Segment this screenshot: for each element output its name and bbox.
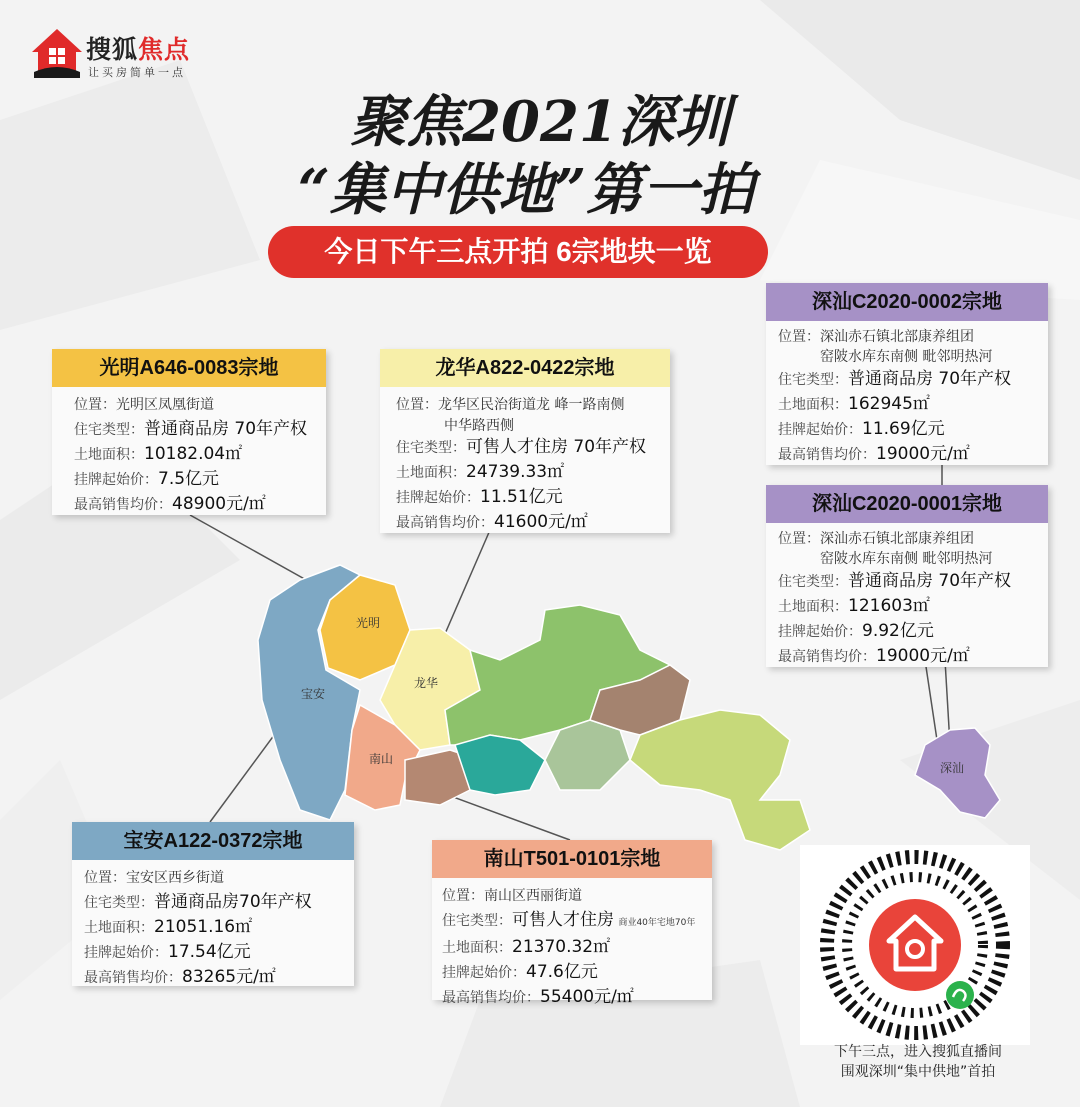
card-shanshan-0002: 深汕C2020-0002宗地 位置：深汕赤石镇北部康养组团 窑陂水库东南侧 毗邻明热河 住宅类型：普通商品房 70年产权 土地面积：162945㎡ 挂牌起始价：11.69亿元 最高销售均价：19000元/㎡ <box>766 283 1048 465</box>
map-label-guangming: 光明 <box>355 616 381 630</box>
card-price: 7.5亿元 <box>158 469 220 489</box>
card-nanshan: 南山T501-0101宗地 位置：南山区西丽街道 住宅类型：可售人才住房 商业40年宅地70年 土地面积：21370.32㎡ 挂牌起始价：47.6亿元 最高销售均价：55400元/㎡ <box>432 840 712 1000</box>
qr-caption: 下午三点，进入搜狐直播间 围观深圳“集中供地”首拍 <box>834 1044 1002 1080</box>
card-guangming: 光明A646-0083宗地 位置：光明区凤凰街道 住宅类型：普通商品房 70年产权 土地面积：10182.04㎡ 挂牌起始价：7.5亿元 最高销售均价：48900元/㎡ <box>52 349 326 515</box>
map-label-nanshan: 南山 <box>368 752 394 766</box>
card-location-line2: 窑陂水库东南侧 毗邻明热河 <box>820 551 993 567</box>
card-type-note: 商业40年宅地70年 <box>618 918 696 928</box>
district-dapeng <box>630 710 810 850</box>
district-guangming-teal <box>455 735 545 795</box>
card-price: 11.51亿元 <box>480 487 563 507</box>
page-title-line1: 聚焦2021深圳 <box>350 89 730 155</box>
card-price: 9.92亿元 <box>862 621 934 641</box>
card-shanshan-0001: 深汕C2020-0001宗地 位置：深汕赤石镇北部康养组团 窑陂水库东南侧 毗邻明热河 住宅类型：普通商品房 70年产权 土地面积：121603㎡ 挂牌起始价：9.92亿元 最高销售均价：19000元/㎡ <box>766 485 1048 667</box>
page-title-line2: “集中供地”第一拍 <box>297 157 755 223</box>
card-location: 宝安区西乡街道 <box>126 870 224 886</box>
card-type: 可售人才住房 <box>512 910 614 930</box>
card-price: 17.54亿元 <box>168 942 251 962</box>
card-max-price: 19000元/㎡ <box>876 646 970 666</box>
card-title: 深汕C2020-0002宗地 <box>766 283 1048 321</box>
card-location-line2: 中华路西侧 <box>444 418 514 434</box>
card-title: 宝安A122-0372宗地 <box>72 822 354 860</box>
card-type: 普通商品房 70年产权 <box>848 571 1012 591</box>
card-type: 普通商品房 70年产权 <box>848 369 1012 389</box>
card-location: 深汕赤石镇北部康养组团 <box>820 329 974 345</box>
card-max-price: 55400元/㎡ <box>540 987 634 1007</box>
card-longhua: 龙华A822-0422宗地 位置：龙华区民治街道龙 峰一路南侧 中华路西侧 住宅类型：可售人才住房 70年产权 土地面积：24739.33㎡ 挂牌起始价：11.51亿元 最高销售均价：41600元/㎡ <box>380 349 670 533</box>
card-location: 光明区凤凰街道 <box>116 397 214 413</box>
card-title: 龙华A822-0422宗地 <box>380 349 670 387</box>
card-area: 162945㎡ <box>848 394 930 414</box>
card-area: 21370.32㎡ <box>512 937 611 957</box>
card-area: 24739.33㎡ <box>466 462 565 482</box>
mini-program-qr-code[interactable] <box>800 845 1030 1045</box>
card-max-price: 19000元/㎡ <box>876 444 970 464</box>
card-location-line2: 窑陂水库东南侧 毗邻明热河 <box>820 349 993 365</box>
card-title: 深汕C2020-0001宗地 <box>766 485 1048 523</box>
map-label-baoan: 宝安 <box>300 687 326 701</box>
card-price: 11.69亿元 <box>862 419 945 439</box>
card-area: 21051.16㎡ <box>154 917 253 937</box>
card-title: 南山T501-0101宗地 <box>432 840 712 878</box>
card-location: 深汕赤石镇北部康养组团 <box>820 531 974 547</box>
brand-slogan: 让买房简单一点 <box>88 66 186 79</box>
card-type: 普通商品房 70年产权 <box>144 419 308 439</box>
card-location: 南山区西丽街道 <box>484 888 582 904</box>
card-type: 可售人才住房 70年产权 <box>466 437 647 457</box>
card-location: 龙华区民治街道龙 峰一路南侧 <box>438 397 625 413</box>
map-label-shanshan: 深汕 <box>939 761 965 775</box>
subtitle-ribbon: 今日下午三点开拍 6宗地块一览 <box>268 226 768 278</box>
card-price: 47.6亿元 <box>526 962 598 982</box>
card-max-price: 48900元/㎡ <box>172 494 266 514</box>
card-area: 10182.04㎡ <box>144 444 243 464</box>
map-label-longhua: 龙华 <box>413 676 439 690</box>
card-title: 光明A646-0083宗地 <box>52 349 326 387</box>
card-type: 普通商品房70年产权 <box>154 892 312 912</box>
brand-name: 搜狐焦点 <box>86 35 191 64</box>
card-baoan: 宝安A122-0372宗地 位置：宝安区西乡街道 住宅类型：普通商品房70年产权 土地面积：21051.16㎡ 挂牌起始价：17.54亿元 最高销售均价：83265元/㎡ <box>72 822 354 986</box>
card-area: 121603㎡ <box>848 596 930 616</box>
card-max-price: 83265元/㎡ <box>182 967 276 987</box>
card-max-price: 41600元/㎡ <box>494 512 588 532</box>
